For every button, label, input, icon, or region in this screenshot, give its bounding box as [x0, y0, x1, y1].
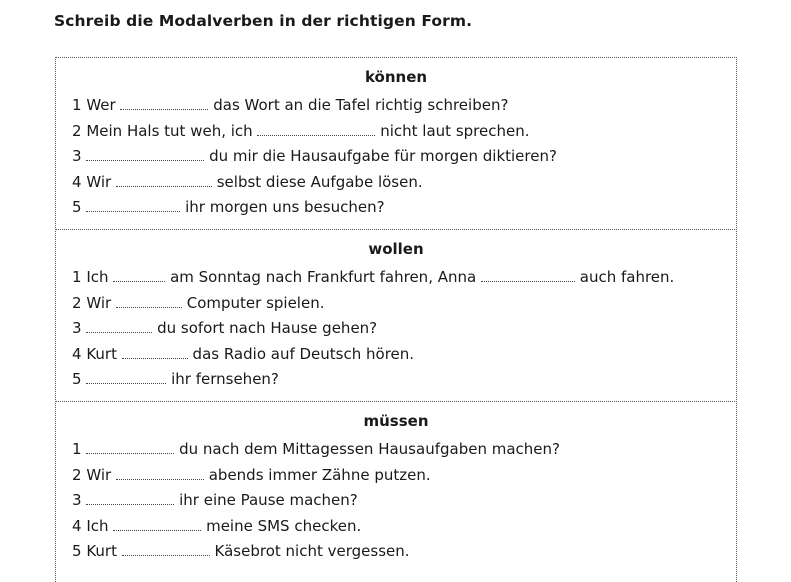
line-text: ihr eine Pause machen?: [179, 491, 358, 509]
item-number: 4: [72, 345, 82, 363]
exercise-line: [72, 268, 674, 286]
exercise-line: [72, 198, 385, 216]
item-number: 2: [72, 466, 82, 484]
section-heading: müssen: [363, 412, 429, 430]
line-text: ihr morgen uns besuchen?: [185, 198, 385, 216]
answer-blank[interactable]: [116, 173, 212, 187]
section-wollen: [55, 229, 737, 402]
line-text: abends immer Zähne putzen.: [208, 466, 431, 484]
item-number: 1: [72, 268, 82, 286]
section-heading: können: [364, 68, 428, 86]
exercise-line: [72, 147, 557, 165]
line-text: Mein Hals tut weh, ich: [86, 122, 253, 140]
exercise-line: [72, 466, 431, 484]
line-text: das Wort an die Tafel richtig schreiben?: [213, 96, 509, 114]
answer-blank[interactable]: [120, 96, 208, 110]
exercise-line: [72, 542, 410, 560]
line-text: meine SMS checken.: [206, 517, 362, 535]
exercise-line: [72, 319, 377, 337]
answer-blank[interactable]: [116, 466, 204, 480]
exercise-line: [72, 517, 361, 535]
answer-blank[interactable]: [86, 370, 166, 384]
item-number: 4: [72, 173, 82, 191]
line-text: Wir: [86, 294, 112, 312]
exercise-line: [72, 370, 279, 388]
line-text: Wir: [86, 173, 112, 191]
item-number: 4: [72, 517, 82, 535]
line-text: du sofort nach Hause gehen?: [157, 319, 378, 337]
item-number: 3: [72, 491, 82, 509]
exercise-line: [72, 122, 530, 140]
answer-blank[interactable]: [122, 345, 188, 359]
section-koennen: [55, 57, 737, 230]
answer-blank[interactable]: [116, 294, 182, 308]
answer-blank[interactable]: [113, 268, 165, 282]
line-text: du nach dem Mittagessen Hausaufgaben machen?: [179, 440, 560, 458]
item-number: 2: [72, 294, 82, 312]
line-text: Kurt: [86, 345, 117, 363]
line-text: Wer: [86, 96, 116, 114]
page-title: Schreib die Modalverben in der richtigen Form.: [54, 12, 473, 30]
line-text: Computer spielen.: [186, 294, 325, 312]
exercise-line: [72, 440, 560, 458]
line-text: das Radio auf Deutsch hören.: [192, 345, 415, 363]
exercise-line: [72, 345, 414, 363]
line-text: selbst diese Aufgabe lösen.: [216, 173, 423, 191]
exercise-line: [72, 96, 508, 114]
answer-blank[interactable]: [257, 122, 375, 136]
exercise-line: [72, 491, 358, 509]
answer-blank[interactable]: [86, 440, 174, 454]
line-text: Ich: [86, 517, 109, 535]
line-text: am Sonntag nach Frankfurt fahren, Anna: [170, 268, 477, 286]
item-number: 2: [72, 122, 82, 140]
line-text: du mir die Hausaufgabe für morgen diktieren?: [209, 147, 557, 165]
item-number: 1: [72, 96, 82, 114]
line-text: Kurt: [86, 542, 117, 560]
exercise-line: [72, 173, 423, 191]
answer-blank[interactable]: [86, 491, 174, 505]
item-number: 5: [72, 542, 82, 560]
answer-blank[interactable]: [113, 517, 201, 531]
line-text: Käsebrot nicht vergessen.: [214, 542, 410, 560]
section-muessen: [55, 401, 737, 582]
line-text: auch fahren.: [579, 268, 675, 286]
item-number: 5: [72, 370, 82, 388]
item-number: 1: [72, 440, 82, 458]
exercise-line: [72, 294, 324, 312]
answer-blank[interactable]: [481, 268, 575, 282]
line-text: ihr fernsehen?: [171, 370, 279, 388]
answer-blank[interactable]: [86, 147, 204, 161]
answer-blank[interactable]: [86, 198, 180, 212]
answer-blank[interactable]: [86, 319, 152, 333]
line-text: nicht laut sprechen.: [380, 122, 530, 140]
answer-blank[interactable]: [122, 542, 210, 556]
section-heading: wollen: [368, 240, 424, 258]
line-text: Ich: [86, 268, 109, 286]
line-text: Wir: [86, 466, 112, 484]
item-number: 3: [72, 319, 82, 337]
item-number: 5: [72, 198, 82, 216]
item-number: 3: [72, 147, 82, 165]
